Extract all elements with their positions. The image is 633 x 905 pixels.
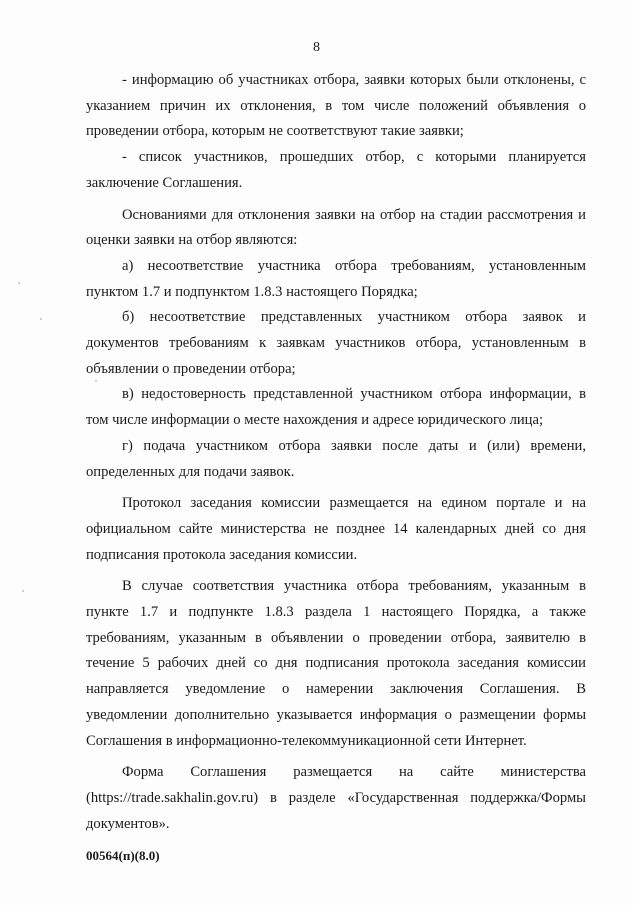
scan-speck bbox=[18, 282, 20, 284]
scan-speck bbox=[40, 318, 42, 320]
paragraph-protocol-publication: Протокол заседания комиссии размещается на едином портале и на официальном сайте министерства не позднее 14 календарных дней со дня подписания протокола заседания комиссии. bbox=[86, 495, 586, 563]
document-body bbox=[86, 68, 586, 837]
scan-speck bbox=[95, 380, 97, 382]
paragraph-notification: В случае соответствия участника отбора требованиям, указанным в пункте 1.7 и подпункте 1.8.3 раздела 1 настоящего Порядка, а также требованиям, указанным в объявлении о проведении отбора, заявителю в течение 5 рабочих дней со дня подписания протокола заседания комиссии направляется уведомление о намерении заключения Соглашения. В уведомлении дополнительно указывается информация о размещении формы Соглашения в информационно-телекоммуникационной сети Интернет. bbox=[86, 578, 586, 749]
paragraph-ground-d: г) подача участником отбора заявки после даты и (или) времени, определенных для подачи заявок. bbox=[86, 437, 586, 480]
paragraph-ground-c: в) недостоверность представленной участником отбора информации, в том числе информации о месте нахождения и адресе юридического лица; bbox=[86, 386, 586, 429]
scan-speck bbox=[22, 590, 24, 592]
document-code: 00564(п)(8.0) bbox=[86, 848, 160, 863]
paragraph-agreement-form: Форма Соглашения размещается на сайте министерства (https://trade.sakhalin.gov.ru) в разделе «Государственная поддержка/Формы документов». bbox=[86, 764, 586, 832]
paragraph-rejection-grounds-intro: Основаниями для отклонения заявки на отбор на стадии рассмотрения и оценки заявки на отбор являются: bbox=[86, 206, 586, 249]
page-number: 8 bbox=[313, 40, 320, 55]
paragraph-passed-participants-list: - список участников, прошедших отбор, с которыми планируется заключение Соглашения. bbox=[86, 149, 586, 191]
paragraph-ground-a: а) несоответствие участника отбора требованиям, установленным пунктом 1.7 и подпунктом 1.8.3 настоящего Порядка; bbox=[86, 257, 586, 300]
paragraph-ground-b: б) несоответствие представленных участником отбора заявок и документов требованиям к заявкам участников отбора, установленным в объявлении о проведении отбора; bbox=[86, 309, 586, 377]
paragraph-rejected-participants-info: - информацию об участниках отбора, заявки которых были отклонены, с указанием причин их отклонения, в том числе положений объявления о проведении отбора, которым не соответствуют такие заявки; bbox=[86, 72, 586, 140]
